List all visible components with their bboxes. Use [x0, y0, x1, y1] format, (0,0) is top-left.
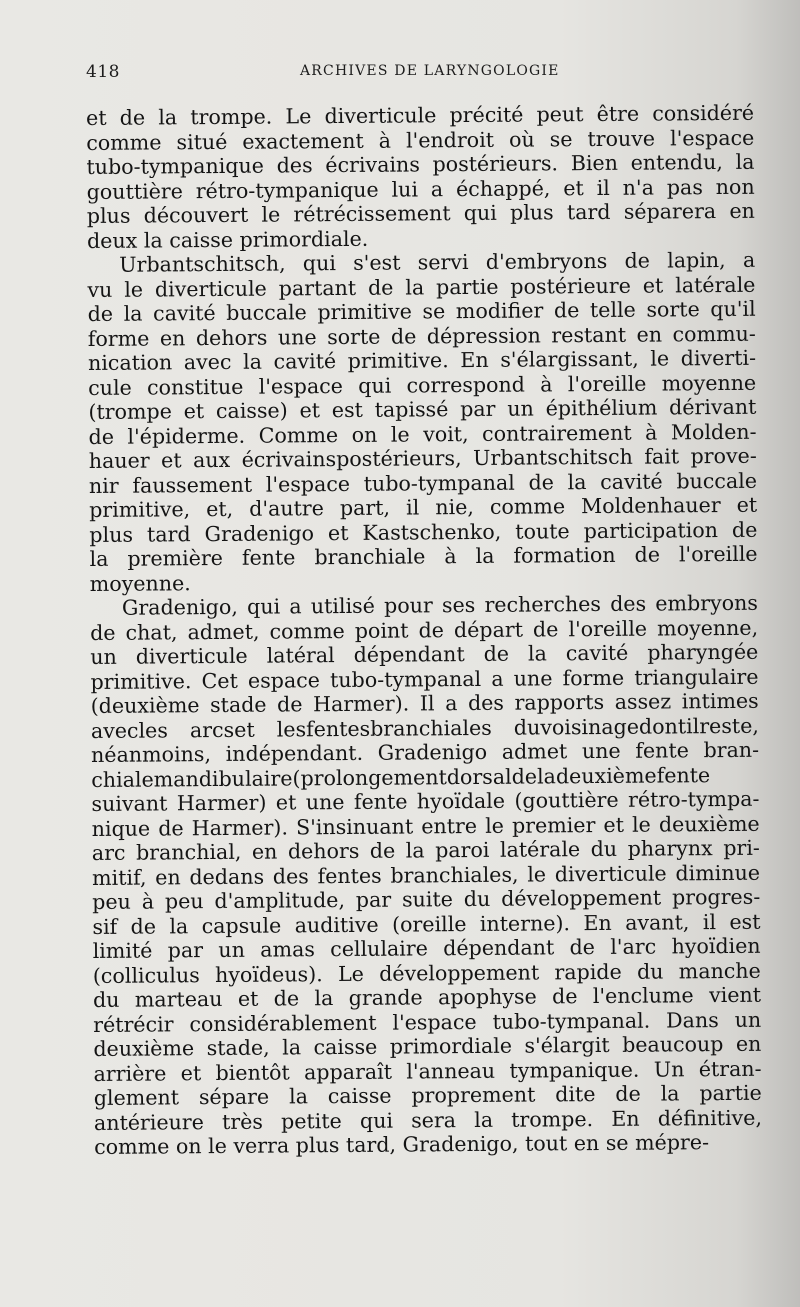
text-line: forme en dehors une sorte de dépression restant en commu-	[87, 321, 756, 351]
text-line: de chat, admet, comme point de départ de l'oreille moyenne,	[90, 615, 759, 645]
text-line: hauer et aux écrivainspostérieurs, Urbantschitsch fait prove-	[88, 443, 757, 473]
text-line: plus tard Gradenigo et Kastschenko, toute participation de	[89, 517, 758, 547]
text-line: nir faussement l'espace tubo-tympanal de la cavité buccale	[88, 468, 758, 498]
text-line: vu le diverticule partant de la partie postérieure et latérale	[87, 272, 756, 302]
paragraph	[86, 101, 755, 253]
text-line: (trompe et caisse) et est tapissé par un épithélium dérivant	[88, 394, 757, 424]
text-line: de la cavité buccale primitive se modifier de telle sorte qu'il	[87, 296, 756, 326]
page-header	[86, 62, 726, 86]
text-line: néanmoins, indépendant. Gradenigo admet une fente bran-	[91, 737, 760, 767]
text-line: cule constitue l'espace qui correspond à l'oreille moyenne	[88, 370, 757, 400]
text-line: du marteau et de la grande apophyse de l'enclume vient	[92, 982, 762, 1012]
text-line: moyenne.	[89, 570, 191, 596]
text-line: peu à peu d'amplitude, par suite du développement progres-	[92, 884, 761, 914]
text-line: la première fente branchiale à la formation de l'oreille	[89, 541, 758, 571]
text-line: glement sépare la caisse proprement dite de la partie	[93, 1080, 762, 1110]
text-line: nique de Harmer). S'insinuant entre le premier et le deuxième	[91, 811, 760, 841]
paragraph	[90, 591, 762, 1160]
text-line: nication avec la cavité primitive. En s'élargissant, le diverti-	[87, 345, 757, 375]
text-line: chialemandibulaire(prolongementdorsaldeladeuxièmefente	[91, 762, 711, 792]
text-line: Urbantschitsch, qui s'est servi d'embryons de lapin, a	[119, 247, 756, 277]
running-head: ARCHIVES DE LARYNGOLOGIE	[300, 63, 560, 79]
text-line: tubo-tympanique des écrivains postérieurs. Bien entendu, la	[86, 149, 755, 179]
text-line: arc branchial, en dehors de la paroi latérale du pharynx pri-	[91, 835, 760, 865]
text-line: sif de la capsule auditive (oreille interne). En avant, il est	[92, 909, 761, 939]
text-line: arrière et bientôt apparaît l'anneau tympanique. Un étran-	[93, 1056, 762, 1086]
text-line: et de la trompe. Le diverticule précité peut être considéré	[86, 100, 755, 130]
text-line: (colliculus hyoïdeus). Le développement rapide du manche	[92, 958, 761, 988]
body-text	[86, 101, 762, 1160]
text-line: comme situé exactement à l'endroit où se trouve l'espace	[86, 125, 755, 155]
text-line: antérieure très petite qui sera la trompe. En définitive,	[93, 1105, 763, 1135]
text-line: primitive, et, d'autre part, il nie, comme Moldenhauer et	[89, 492, 758, 522]
paragraph	[87, 248, 758, 596]
text-line: mitif, en dedans des fentes branchiales, le diverticule diminue	[91, 860, 761, 890]
text-line: Gradenigo, qui a utilisé pour ses recherches des embryons	[121, 590, 759, 620]
text-line: un diverticule latéral dépendant de la cavité pharyngée	[90, 639, 759, 669]
text-line: deux la caisse primordiale.	[86, 226, 369, 253]
text-line: deuxième stade, la caisse primordiale s'élargit beaucoup en	[93, 1031, 762, 1061]
text-line: rétrécir considérablement l'espace tubo-tympanal. Dans un	[93, 1007, 762, 1037]
text-line: gouttière rétro-tympanique lui a échappé, et il n'a pas non	[86, 174, 755, 204]
text-line: plus découvert le rétrécissement qui plus tard séparera en	[86, 198, 755, 228]
text-line: limité par un amas cellulaire dépendant de l'arc hyoïdien	[92, 933, 761, 963]
text-line: de l'épiderme. Comme on le voit, contrairement à Molden-	[88, 419, 757, 449]
text-line: comme on le verra plus tard, Gradenigo, tout en se mépre-	[94, 1130, 710, 1159]
page-number: 418	[86, 62, 120, 82]
text-line: (deuxième stade de Harmer). Il a des rapports assez intimes	[90, 688, 759, 718]
text-line: suivant Harmer) et une fente hyoïdale (gouttière rétro-tympa-	[91, 786, 760, 816]
text-line: primitive. Cet espace tubo-tympanal a une forme triangulaire	[90, 664, 759, 694]
text-line: avecles arcset lesfentesbranchiales duvoisinagedontilreste,	[90, 713, 759, 743]
